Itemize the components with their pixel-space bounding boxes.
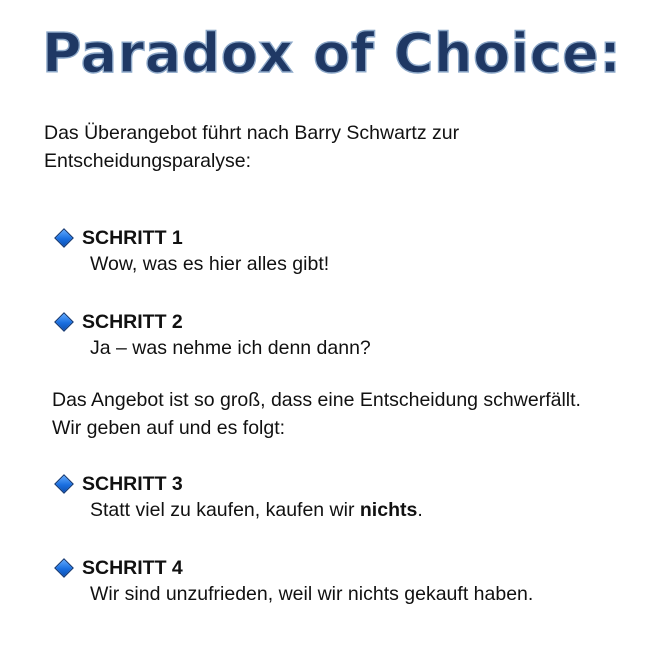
step-4-label: SCHRITT 4 xyxy=(82,557,183,579)
step-2-label: SCHRITT 2 xyxy=(82,311,183,333)
step-3-text xyxy=(90,497,423,523)
middle-line-2: Wir geben auf und es folgt: xyxy=(52,417,286,439)
middle-text xyxy=(52,386,632,442)
diamond-bullet-icon xyxy=(54,312,74,332)
step-1 xyxy=(54,225,329,277)
step-3-label: SCHRITT 3 xyxy=(82,473,183,495)
intro-line-1: Das Überangebot führt nach Barry Schwartz zur xyxy=(44,122,460,144)
diamond-bullet-icon xyxy=(54,558,74,578)
step-4-text: Wir sind unzufrieden, weil wir nichts gekauft haben. xyxy=(90,583,534,605)
step-4 xyxy=(54,555,533,607)
step-1-label: SCHRITT 1 xyxy=(82,227,183,249)
diamond-bullet-icon xyxy=(54,228,74,248)
intro-line-2: Entscheidungsparalyse: xyxy=(44,150,252,172)
step-2 xyxy=(54,309,371,361)
diamond-bullet-icon xyxy=(54,474,74,494)
middle-line-1: Das Angebot ist so groß, dass eine Entscheidung schwerfällt. xyxy=(52,389,581,411)
intro-text xyxy=(44,119,604,175)
step-3-text-after: . xyxy=(417,499,423,521)
step-3 xyxy=(54,471,423,523)
page-title: Paradox of Choice: xyxy=(42,22,622,85)
step-3-text-bold: nichts xyxy=(359,499,418,521)
step-2-text: Ja – was nehme ich denn dann? xyxy=(90,337,371,359)
step-3-text-before: Statt viel zu kaufen, kaufen wir xyxy=(90,499,360,521)
step-1-text: Wow, was es hier alles gibt! xyxy=(90,253,330,275)
